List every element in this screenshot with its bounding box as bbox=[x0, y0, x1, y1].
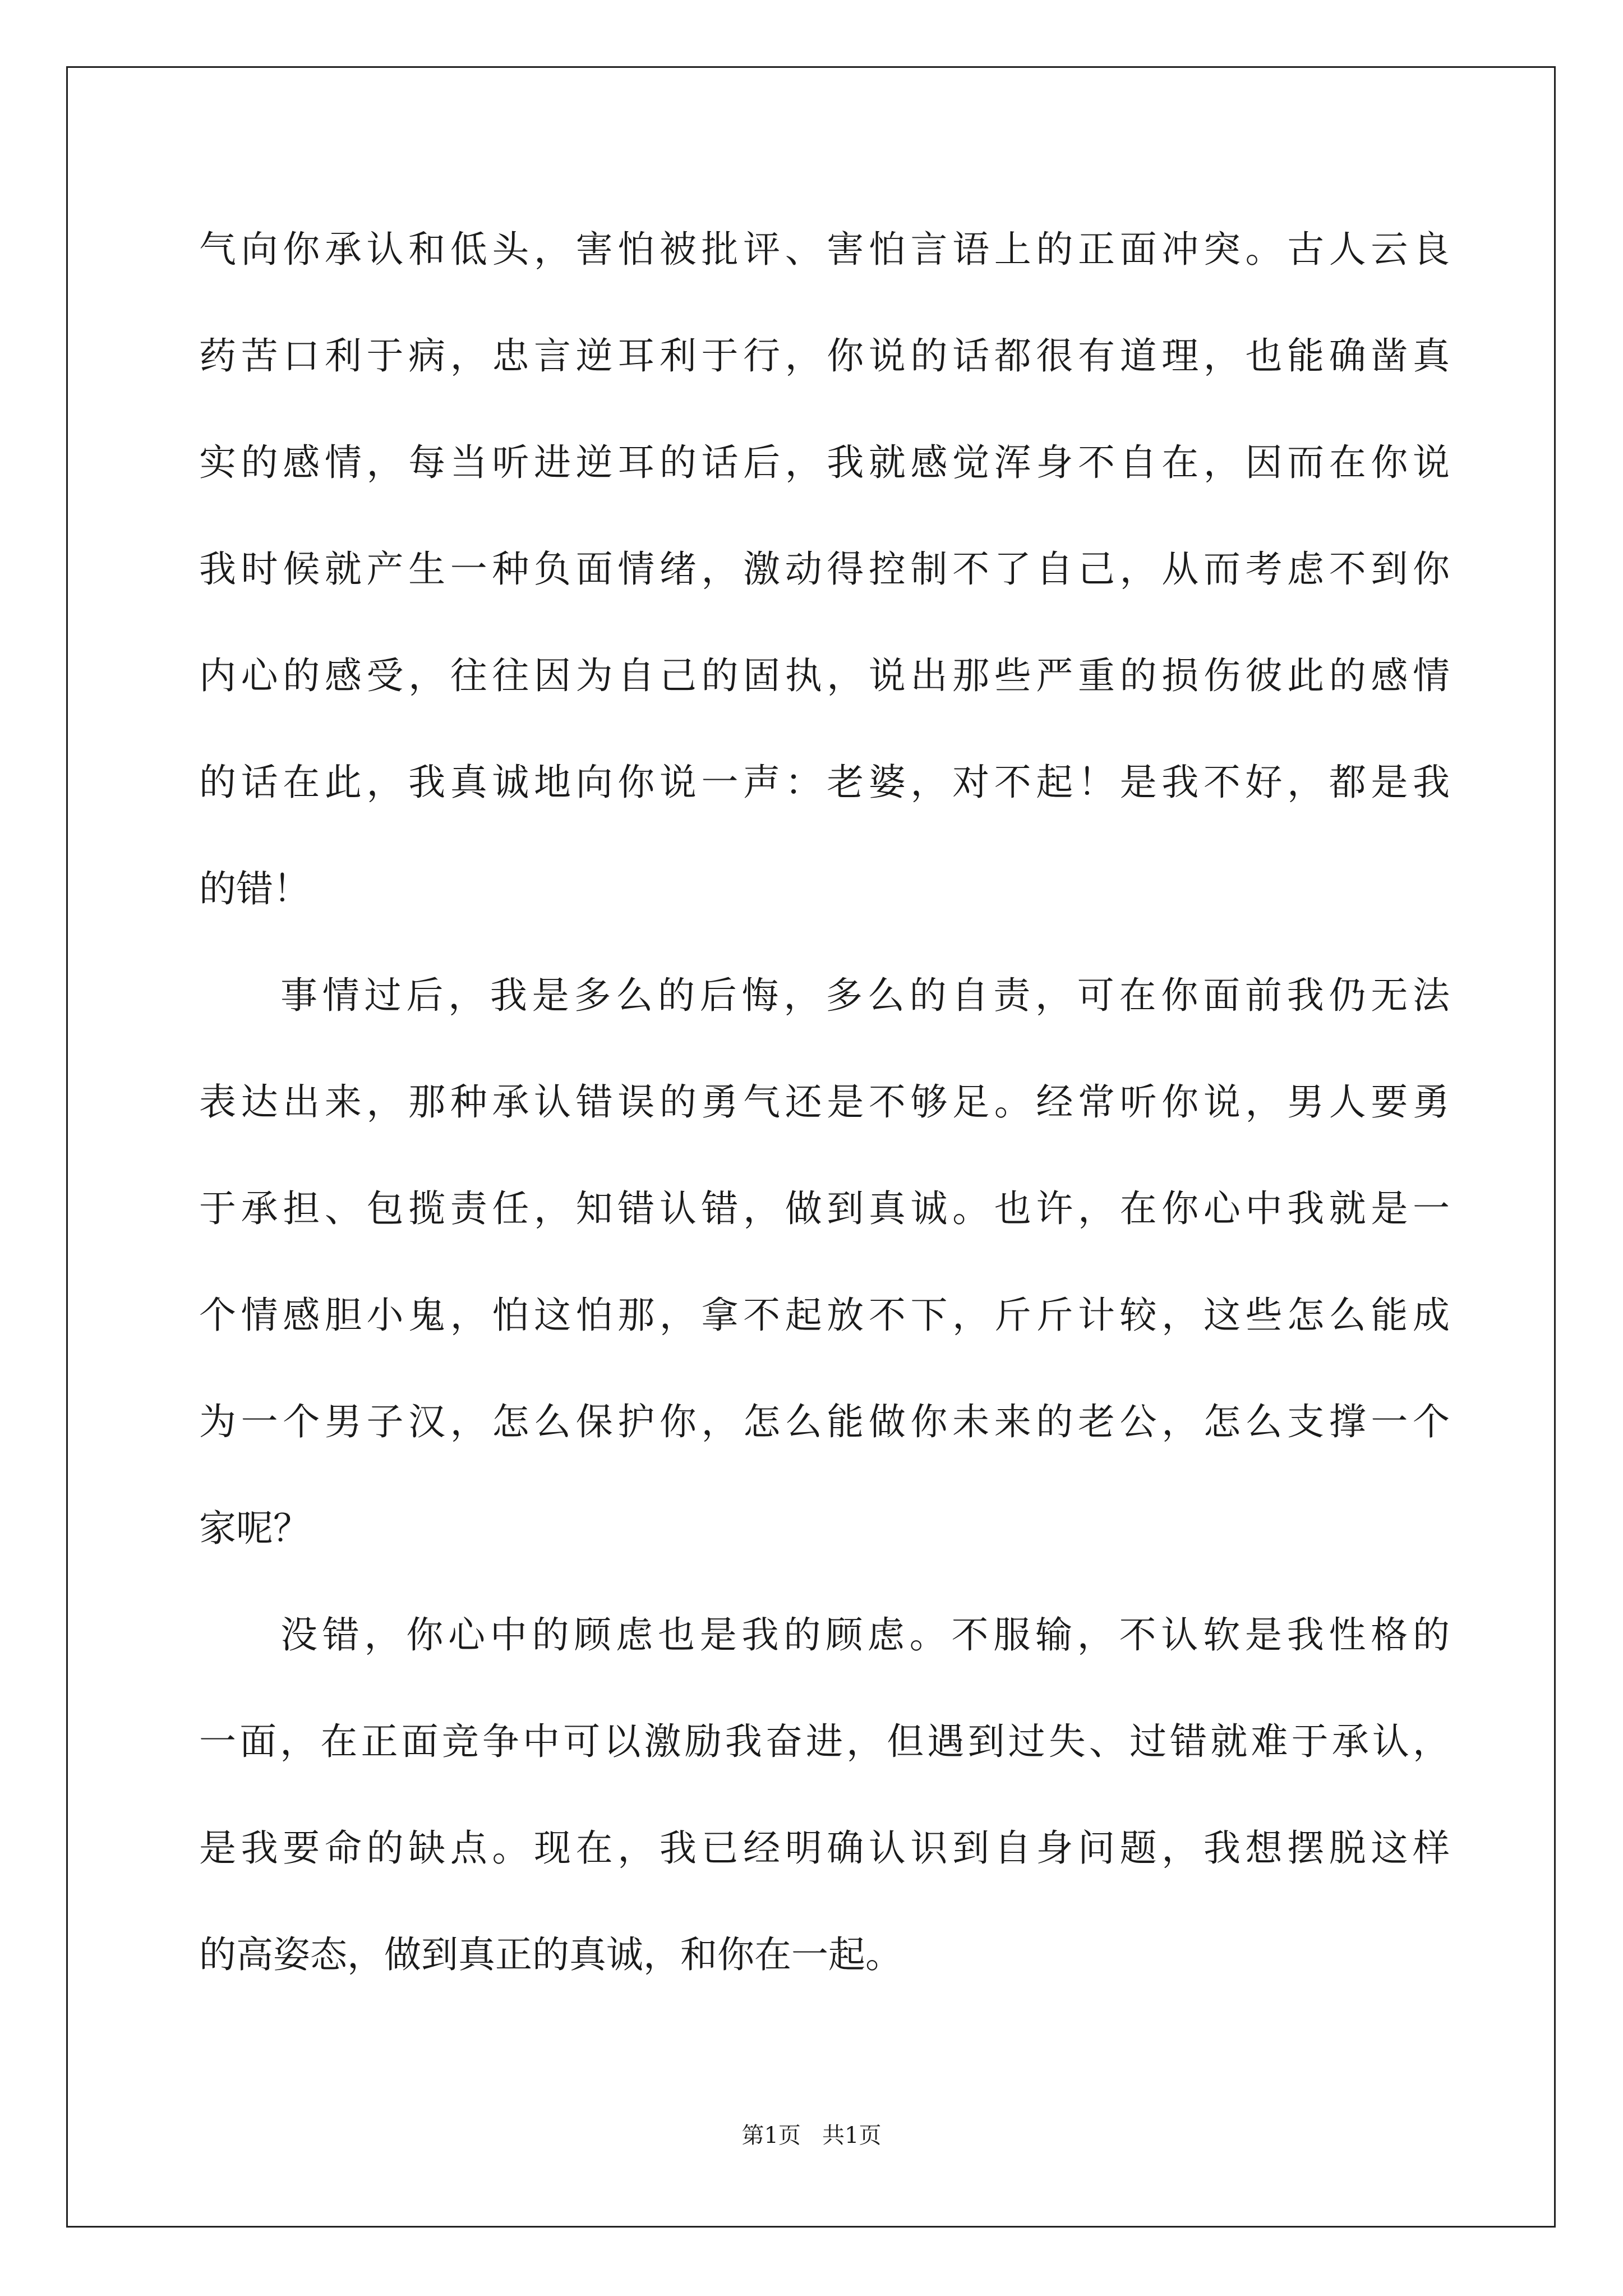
text-line: 于承担、包揽责任，知错认错，做到真诚。也许，在你心中我就是一 bbox=[199, 1187, 1450, 1230]
text-line: 内心的感受，往往因为自己的固执，说出那些严重的损伤彼此的感情 bbox=[199, 654, 1450, 697]
text-line: 实的感情，每当听进逆耳的话后，我就感觉浑身不自在，因而在你说 bbox=[199, 441, 1450, 484]
paragraph-first-line: 事情过后，我是多么的后悔，多么的自责，可在你面前我仍无法 bbox=[280, 974, 1450, 1017]
text-line: 药苦口利于病，忠言逆耳利于行，你说的话都很有道理，也能确凿真 bbox=[199, 334, 1450, 378]
text-line: 的话在此，我真诚地向你说一声：老婆，对不起！是我不好，都是我 bbox=[199, 761, 1450, 804]
page-border bbox=[66, 66, 1556, 2228]
text-line: 的错！ bbox=[199, 867, 310, 910]
text-line: 我时候就产生一种负面情绪，激动得控制不了自己，从而考虑不到你 bbox=[199, 547, 1450, 591]
text-line: 的高姿态，做到真正的真诚，和你在一起。 bbox=[199, 1933, 902, 1976]
text-line: 为一个男子汉，怎么保护你，怎么能做你未来的老公，怎么支撑一个 bbox=[199, 1400, 1450, 1443]
paragraph-first-line: 没错，你心中的顾虑也是我的顾虑。不服输，不认软是我性格的 bbox=[280, 1613, 1450, 1657]
page-number-footer: 第1页 共1页 bbox=[741, 2123, 882, 2148]
text-line: 一面，在正面竞争中可以激励我奋进，但遇到过失、过错就难于承认， bbox=[199, 1720, 1450, 1763]
text-line: 表达出来，那种承认错误的勇气还是不够足。经常听你说，男人要勇 bbox=[199, 1080, 1450, 1124]
text-line: 是我要命的缺点。现在，我已经明确认识到自身问题，我想摆脱这样 bbox=[199, 1826, 1450, 1870]
text-line: 家呢？ bbox=[199, 1507, 310, 1550]
text-line: 个情感胆小鬼，怕这怕那，拿不起放不下，斤斤计较，这些怎么能成 bbox=[199, 1294, 1450, 1337]
text-line: 气向你承认和低头，害怕被批评、害怕言语上的正面冲突。古人云良 bbox=[199, 228, 1450, 271]
